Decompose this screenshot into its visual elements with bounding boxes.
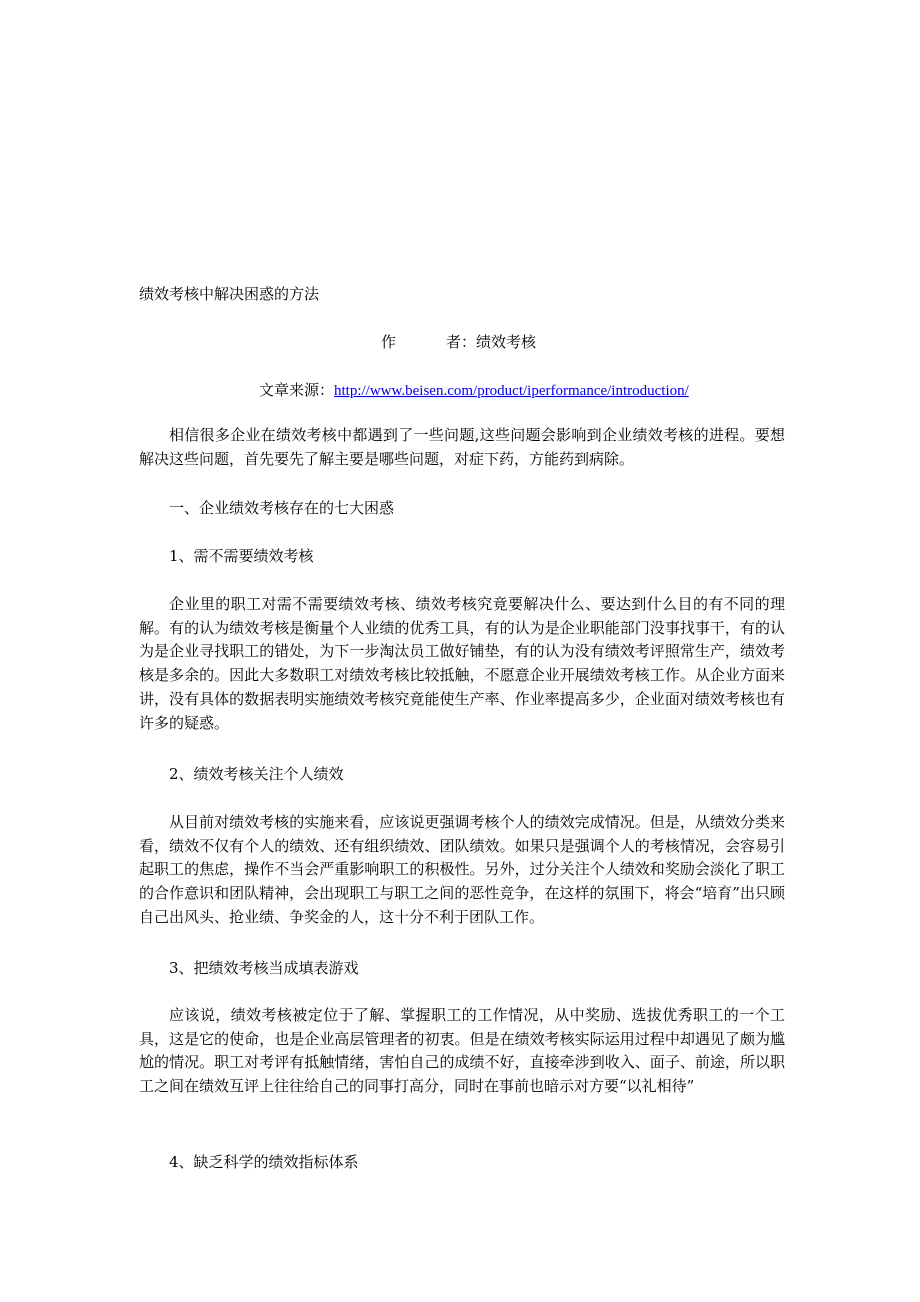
source-link[interactable]: http://www.beisen.com/product/iperformance/introduction/ — [334, 383, 689, 399]
author-label-rest: 者： — [446, 333, 477, 351]
item-heading-3: 3、把绩效考核当成填表游戏 — [169, 959, 359, 977]
item-heading-1: 1、需不需要绩效考核 — [169, 547, 314, 565]
item-heading-4: 4、缺乏科学的绩效指标体系 — [169, 1153, 359, 1171]
source-label: 文章来源： — [259, 381, 335, 399]
author-label-first: 作 — [381, 333, 397, 351]
author-name: 绩效考核 — [476, 333, 537, 351]
author-line — [381, 332, 536, 352]
source-line — [259, 380, 689, 401]
item-body-3: 应该说，绩效考核被定位于了解、掌握职工的工作情况，从中奖励、选拔优秀职工的一个工具，这是它的使命，也是企业高层管理者的初衷。但是在绩效考核实际运用过程中却遇见了颇为尴尬的情况。职工对考评有抵触情绪，害怕自己的成绩不好，直接牵涉到收入、面子、前途，所以职工之间在绩效互评上往往给自己的同事打高分，同时在事前也暗示对方要“以礼相待” — [139, 1006, 785, 1096]
item-body-1: 企业里的职工对需不需要绩效考核、绩效考核究竟要解决什么、要达到什么目的有不同的理解。有的认为绩效考核是衡量个人业绩的优秀工具，有的认为是企业职能部门没事找事干，有的认为是企业寻找职工的错处，为下一步淘汰员工做好铺垫，有的认为没有绩效考评照常生产，绩效考核是多余的。因此大多数职工对绩效考核比较抵触，不愿意企业开展绩效考核工作。从企业方面来讲，没有具体的数据表明实施绩效考核究竟能使生产率、作业率提高多少，企业面对绩效考核也有许多的疑惑。 — [139, 595, 785, 732]
intro-paragraph: 相信很多企业在绩效考核中都遇到了一些问题,这些问题会影响到企业绩效考核的进程。要想解决这些问题，首先要先了解主要是哪些问题，对症下药，方能药到病除。 — [139, 426, 785, 468]
item-heading-2: 2、绩效考核关注个人绩效 — [169, 765, 344, 783]
document-title: 绩效考核中解决困惑的方法 — [139, 285, 320, 303]
item-body-2: 从目前对绩效考核的实施来看，应该说更强调考核个人的绩效完成情况。但是，从绩效分类来看，绩效不仅有个人的绩效、还有组织绩效、团队绩效。如果只是强调个人的考核情况，会容易引起职工的焦虑，操作不当会严重影响职工的积极性。另外，过分关注个人绩效和奖励会淡化了职工的合作意识和团队精神，会出现职工与职工之间的恶性竞争，在这样的氛围下，将会“培育”出只顾自己出风头、抢业绩、争奖金的人，这十分不利于团队工作。 — [139, 813, 785, 926]
section-heading-1: 一、企业绩效考核存在的七大困惑 — [169, 499, 395, 517]
